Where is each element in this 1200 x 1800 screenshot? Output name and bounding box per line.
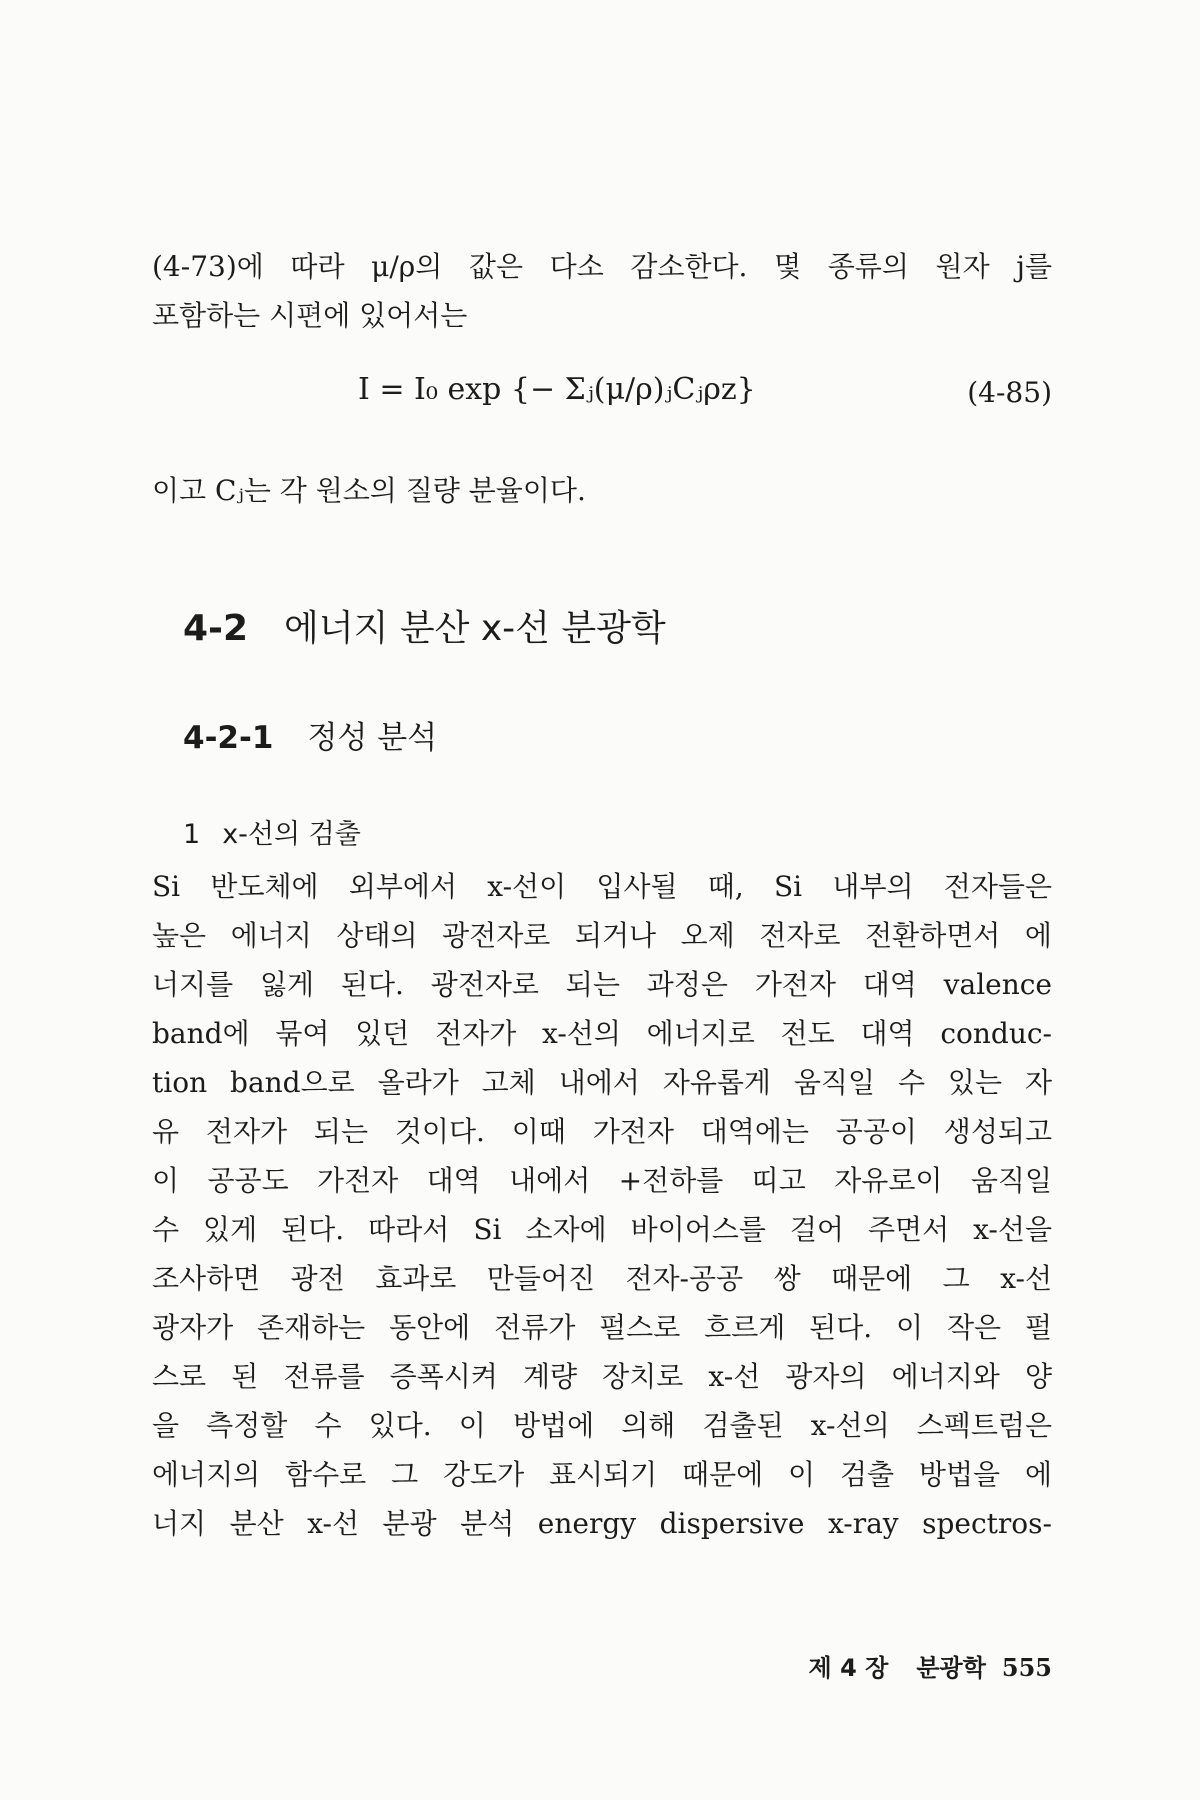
page-number: 555 — [1001, 1653, 1052, 1682]
text-line: 높은 에너지 상태의 광전자로 되거나 오제 전자로 전환하면서 에 — [152, 919, 1052, 952]
equation-number: (4-85) — [967, 376, 1052, 409]
section-number: 4-2 — [183, 608, 249, 649]
text-line: 이 공공도 가전자 대역 내에서 +전하를 띠고 자유로이 움직일 — [152, 1164, 1052, 1197]
text-line: 너지 분산 x-선 분광 분석 energy dispersive x-ray spectros- — [152, 1507, 1052, 1540]
text-line: tion band으로 올라가 고체 내에서 자유롭게 움직일 수 있는 자 — [152, 1066, 1052, 1099]
intro-paragraph — [152, 242, 1052, 340]
text-line: 광자가 존재하는 동안에 전류가 펄스로 흐르게 된다. 이 작은 펄 — [152, 1311, 1052, 1344]
footer-chapter: 제 4 장 — [808, 1654, 889, 1682]
text-line: (4-73)에 따라 μ/ρ의 값은 다소 감소한다. 몇 종류의 원자 j를 — [152, 250, 1052, 283]
page-footer — [809, 1648, 1052, 1683]
subsection-heading — [183, 712, 437, 757]
footer-title: 분광학 — [916, 1654, 986, 1682]
item-number: 1 — [183, 819, 201, 850]
equation-4-85 — [152, 360, 1052, 440]
item-heading — [183, 812, 361, 851]
text-line: 포함하는 시편에 있어서는 — [152, 299, 468, 332]
section-heading — [183, 600, 666, 651]
item-title: x-선의 검출 — [222, 819, 361, 850]
subsection-number: 4-2-1 — [183, 720, 274, 756]
text-line: Si 반도체에 외부에서 x-선이 입사될 때, Si 내부의 전자들은 — [152, 870, 1052, 903]
text-line: 수 있게 된다. 따라서 Si 소자에 바이어스를 걸어 주면서 x-선을 — [152, 1213, 1052, 1246]
body-paragraph — [152, 862, 1052, 1548]
section-title: 에너지 분산 x-선 분광학 — [284, 608, 666, 649]
text-line: 에너지의 함수로 그 강도가 표시되기 때문에 이 검출 방법을 에 — [152, 1458, 1052, 1491]
text-line: 너지를 잃게 된다. 광전자로 되는 과정은 가전자 대역 valence — [152, 968, 1052, 1001]
text-line: band에 묶여 있던 전자가 x-선의 에너지로 전도 대역 conduc- — [152, 1017, 1052, 1050]
text-line: 이고 Cⱼ는 각 원소의 질량 분율이다. — [152, 474, 586, 507]
after-equation-text — [152, 466, 1052, 515]
equation-body: I = I₀ exp {− Σⱼ(μ/ρ)ⱼCⱼρz} — [358, 372, 756, 407]
subsection-title: 정성 분석 — [307, 720, 438, 756]
text-line: 스로 된 전류를 증폭시켜 계량 장치로 x-선 광자의 에너지와 양 — [152, 1360, 1052, 1393]
text-line: 조사하면 광전 효과로 만들어진 전자-공공 쌍 때문에 그 x-선 — [152, 1262, 1052, 1295]
text-line: 유 전자가 되는 것이다. 이때 가전자 대역에는 공공이 생성되고 — [152, 1115, 1052, 1148]
text-line: 을 측정할 수 있다. 이 방법에 의해 검출된 x-선의 스펙트럼은 — [152, 1409, 1052, 1442]
